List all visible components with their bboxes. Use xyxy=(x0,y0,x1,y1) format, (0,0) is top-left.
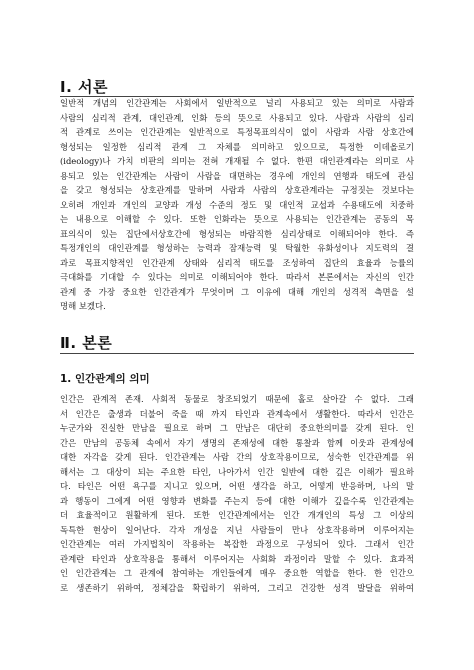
paragraph-line: 는 내용으로 이해할 수 있다. 또한 인화라는 뜻으로 사용되는 인간관계는 공동의 목 xyxy=(60,214,414,224)
paragraph-line: 관계 중 가장 중요한 인간관계가 무엇이며 그 이유에 대해 개인의 성격적 측면을 설 xyxy=(60,286,414,297)
paragraph-line: 극대화를 기대할 수 있다는 의미로 이해되어야 한다. 따라서 본론에서는 자신의 인간 xyxy=(60,272,414,282)
paragraph-line: 오히려 개인과 개인의 교양과 개성 수준의 정도 및 대인적 교섭과 수용태도에 치중하 xyxy=(60,199,414,210)
paragraph-line: 과로 목표지향적인 인간관계 상태와 심리적 태도를 조성하여 집단의 효율과 능률의 xyxy=(60,257,414,268)
paragraph-line: 적 관계로 쓰이는 인간관계는 일반적으로 특정목표의식이 없이 사람과 사람 상호간에 xyxy=(60,127,414,137)
paragraph-line: 해서는 그 대상이 되는 주요한 타인, 나아가서 인간 일반에 대한 깊은 이해가 필요하 xyxy=(60,466,414,477)
paragraph-line: 다. 타인은 어떤 욕구를 지니고 있으며, 어떤 생각을 하고, 어떻게 반응하며, 나의 말 xyxy=(60,481,414,491)
paragraph-line: (ideology)나 가치 비판의 의미는 전혀 개재될 수 없다. 한편 대인관계라는 의미로 사 xyxy=(60,156,414,166)
paragraph-line: 일반적 개념의 인간관계는 사회에서 일반적으로 널리 사용되고 있는 의미로 사람과 xyxy=(60,98,414,108)
paragraph-line: 용되고 있는 인간관계는 사람이 사람을 대면하는 경우에 개인의 연행과 태도에 관심 xyxy=(60,170,414,181)
paragraph-line: 관계란 타인과 상호작용을 통해서 이루어지는 사회화 과정이라 말할 수 있다. 효과적 xyxy=(60,553,414,564)
paragraph-line: 과 행동이 그에게 어떤 영향과 변화를 주는지 등에 대한 이해가 깊을수록 인간관계는 xyxy=(60,495,414,506)
paragraph-line: 특정개인의 대인관계를 형성하는 능력과 잠재능력 및 탁월한 유화성이나 지도력의 결 xyxy=(60,243,414,253)
paragraph-line: 인간관계는 여러 가지법칙이 작용하는 복잡한 과정으로 구성되어 있다. 그래서 인간 xyxy=(60,539,414,549)
paragraph-line: 서 인간은 출생과 더불어 죽을 때 까지 타인과 관계속에서 생활한다. 따라서 인간은 xyxy=(60,408,414,419)
paragraph-line: 명해 보겠다. xyxy=(60,301,106,311)
body-paragraph xyxy=(60,392,414,595)
paragraph-line: 누군가와 진실한 만남을 필요로 하며 그 만남은 대단히 중요한의미를 갖게 된다. 인 xyxy=(60,423,414,433)
paragraph-line: 더 효율적이고 원활하게 된다. 또한 인간관계에서는 인간 개개인의 특성 그 이상의 xyxy=(60,510,414,520)
paragraph-line: 인 인간관계는 그 관계에 참여하는 개인들에게 매우 중요한 역할을 한다. 한 인간으 xyxy=(60,568,414,578)
paragraph-line: 인간은 관계적 존재. 사회적 동물로 창조되었기 때문에 홀로 살아갈 수 없다. 그래 xyxy=(60,394,414,404)
paragraph-line: 표의식이 있는 집단에서상호간에 형성되는 바람직한 심리상태로 이해되어야 한다. 즉 xyxy=(60,228,414,239)
paragraph-line: 을 갖고 형성되는 상호관계를 말하며 사람과 사람의 상호관계라는 규정짓는 것보다는 xyxy=(60,185,414,195)
intro-paragraph xyxy=(60,96,414,314)
paragraph-line: 간은 만남의 공동체 속에서 자기 생명의 존재성에 대한 통찰과 함께 이웃과 관계성에 xyxy=(60,437,414,448)
heading-divider xyxy=(60,353,414,354)
paragraph-line: 형성되는 일정한 심리적 관계 그 자체를 의미하고 있으므로, 특정한 이데올로기 xyxy=(60,141,414,152)
section-heading-intro: Ⅰ. 서론 xyxy=(60,78,108,96)
paragraph-line: 독특한 현상이 일어난다. 각자 개성을 지닌 사람들이 만나 상호작용하며 이루어지는 xyxy=(60,524,414,535)
section-heading-body: Ⅱ. 본론 xyxy=(60,334,113,352)
paragraph-line: 사람의 심리적 관계, 대인관계, 인화 등의 뜻으로 사용되고 있다. 사람과 사람의 심리 xyxy=(60,112,414,123)
paragraph-line: 로 생존하기 위하여, 정체감을 확립하기 위하여, 그리고 건강한 성격 발달을 위하여 xyxy=(60,582,414,593)
subsection-heading: 1. 인간관계의 의미 xyxy=(60,373,150,385)
paragraph-line: 대한 자각을 갖게 된다. 인간관계는 사람 간의 상호작용이므로, 성숙한 인간관계를 위 xyxy=(60,452,414,462)
